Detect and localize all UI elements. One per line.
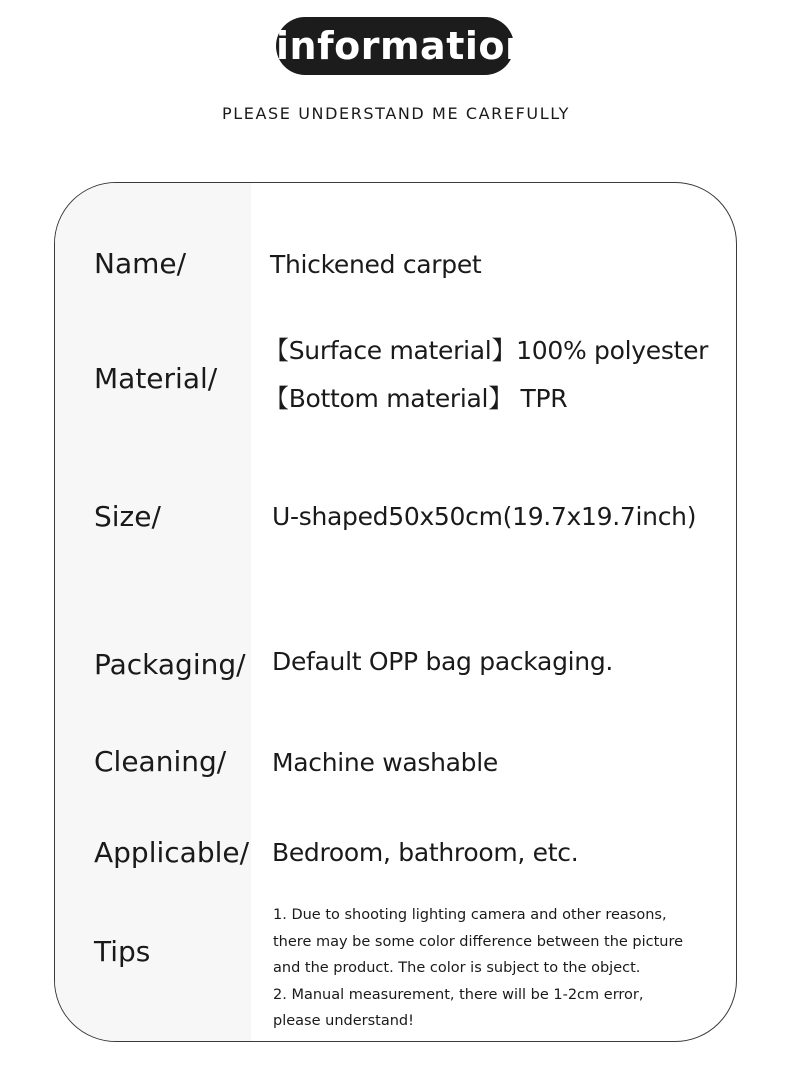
page-subtitle: PLEASE UNDERSTAND ME CAREFULLY	[222, 104, 570, 123]
size-label: Size/	[94, 500, 161, 533]
tips-label: Tips	[94, 935, 151, 968]
name-label: Name/	[94, 247, 187, 280]
material-bottom-value: 【Bottom material】 TPR	[264, 384, 568, 413]
tips-line: there may be some color difference between the picture	[273, 933, 684, 950]
tips-line: 1. Due to shooting lighting camera and other reasons,	[273, 907, 667, 923]
material-surface-value: 【Surface material】100% polyester	[264, 336, 709, 365]
applicable-label: Applicable/	[94, 836, 250, 869]
material-label: Material/	[94, 362, 218, 395]
cleaning-value: Machine washable	[272, 748, 498, 777]
tips-line: 2. Manual measurement, there will be 1-2cm error,	[273, 986, 644, 1003]
name-value: Thickened carpet	[270, 250, 482, 279]
applicable-value: Bedroom, bathroom, etc.	[272, 838, 579, 867]
packaging-value: Default OPP bag packaging.	[272, 647, 614, 676]
packaging-label: Packaging/	[94, 648, 246, 681]
cleaning-label: Cleaning/	[94, 745, 227, 778]
label-column-background	[55, 183, 251, 1041]
tips-line: please understand!	[273, 1013, 414, 1029]
tips-line: and the product. The color is subject to the object.	[273, 960, 641, 976]
page-title: information	[276, 17, 514, 75]
size-value: U-shaped50x50cm(19.7x19.7inch)	[272, 502, 697, 531]
tips-text	[273, 902, 713, 1035]
